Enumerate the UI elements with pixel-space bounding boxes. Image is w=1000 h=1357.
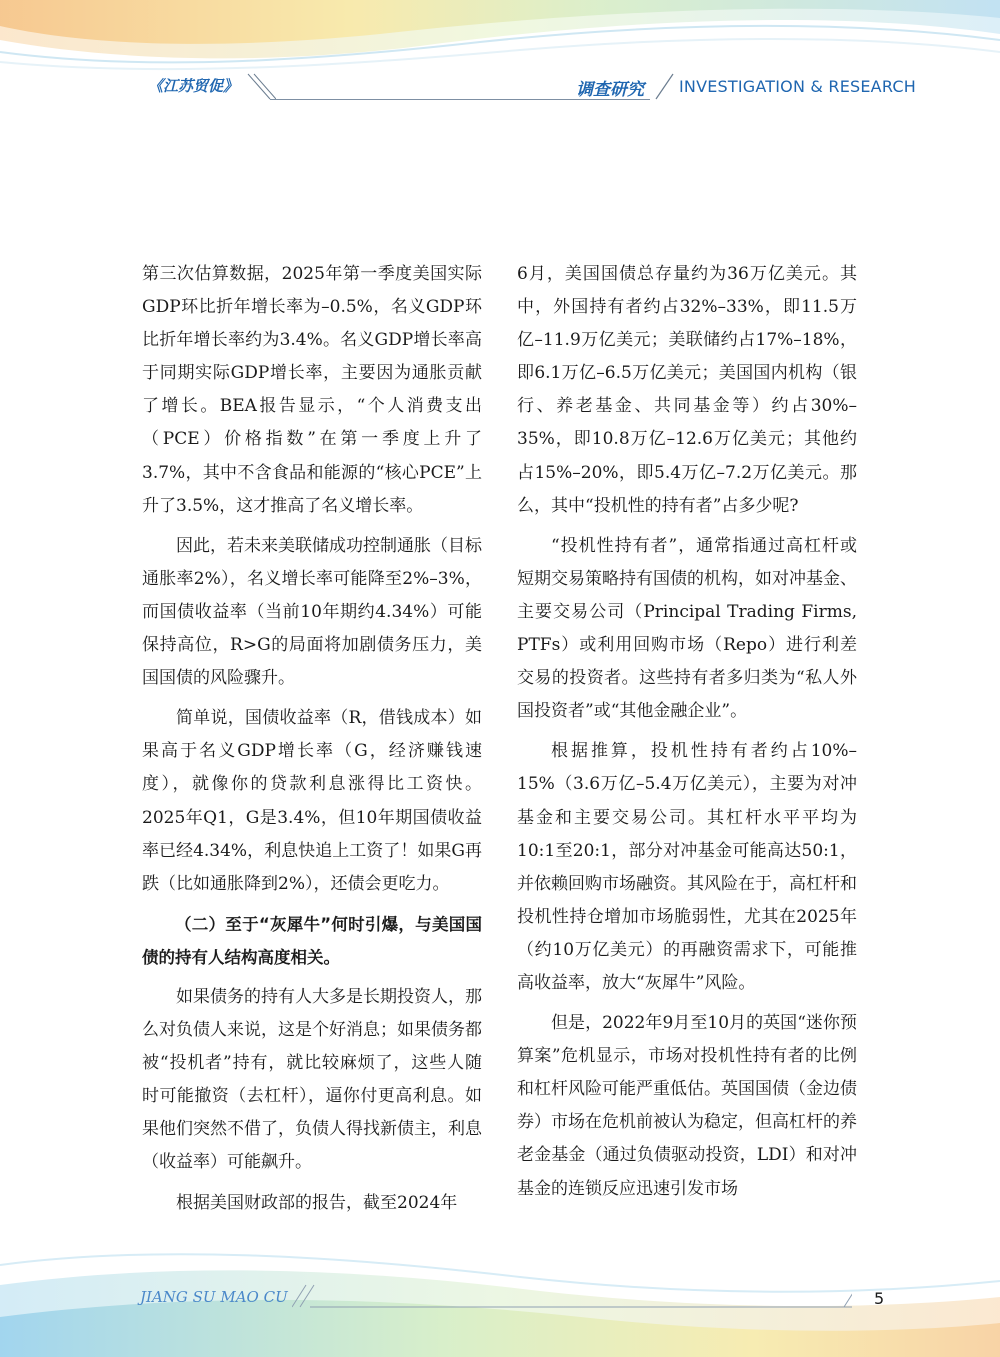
section-title: 调查研究 [576,80,644,100]
header-divider-slash [653,72,675,100]
journal-title: 《江苏贸促》 [148,77,239,95]
paragraph: 如果债务的持有人大多是长期投资人，那么对负债人来说，这是个好消息；如果债务都被“投机者”持有，就比较麻烦了，这些人随时可能撤资（去杠杆），逼你付更高利息。如果他们突然不借了，负债人得找新债主，利息（收益率）可能飙升。 [142,986,482,1173]
section-title-en: INVESTIGATION & RESEARCH [679,77,916,96]
footer-slash-lines [292,1284,852,1308]
paragraph: 根据推算，投机性持有者约占10%–15%（3.6万亿–5.4万亿美元），主要为对冲基金和主要交易公司。其杠杆水平平均为10:1至20:1，部分对冲基金可能高达50:1，并依赖回购市场融资。其风险在于，高杠杆和投机性持仓增加市场脆弱性，尤其在2025年（约10万亿美元）的再融资需求下，可能推高收益率，放大“灰犀牛”风险。 [517,741,857,993]
footer-journal-name: JIANG SU MAO CU [140,1288,288,1306]
paragraph: 因此，若未来美联储成功控制通胀（目标通胀率2%），名义增长率可能降至2%–3%，而国债收益率（当前10年期约4.34%）可能保持高位，R>G的局面将加剧债务压力，美国国债的风险骤升。 [142,535,482,689]
paragraph: 简单说，国债收益率（R，借钱成本）如果高于名义GDP增长率（G，经济赚钱速度），就像你的贷款利息涨得比工资快。2025年Q1，G是3.4%，但10年期国债收益率已经4.34%，利息快追上工资了！如果G再跌（比如通胀降到2%），还债会更吃力。 [142,708,482,894]
paragraph: “投机性持有者”，通常指通过高杠杆或短期交易策略持有国债的机构，如对冲基金、主要交易公司（Principal Trading Firms, PTFs）或利用回购市场（Repo）进行利差交易的投资者。这些持有者多归类为“私人外国投资者”或“其他金融企业”。 [517,535,857,722]
right-column [517,258,857,1213]
page-number: 5 [874,1289,885,1308]
paragraph: 第三次估算数据，2025年第一季度美国实际GDP环比折年增长率为–0.5%，名义GDP环比折年增长率约为3.4%。名义GDP增长率高于同期实际GDP增长率，主要因为通胀贡献了增长。BEA报告显示，“个人消费支出（PCE）价格指数”在第一季度上升了3.7%，其中不含食品和能源的“核心PCE”上升了3.5%，这才推高了名义增长率。 [142,264,482,516]
left-column [142,258,482,1227]
paragraph: 但是，2022年9月至10月的英国“迷你预算案”危机显示，市场对投机性持有者的比例和杠杆风险可能严重低估。英国国债（金边债券）市场在危机前被认为稳定，但高杠杆的养老金基金（通过负债驱动投资，LDI）和对冲基金的连锁反应迅速引发市场 [517,1013,857,1199]
paragraph: 6月，美国国债总存量约为36万亿美元。其中，外国持有者约占32%–33%，即11.5万亿–11.9万亿美元；美联储约占17%–18%，即6.1万亿–6.5万亿美元；美国国内机构（银行、养老基金、共同基金等）约占30%–35%，即10.8万亿–12.6万亿美元；其他约占15%–20%，即5.4万亿–7.2万亿美元。那么，其中“投机性的持有者”占多少呢? [517,264,857,516]
paragraph: 根据美国财政部的报告，截至2024年 [176,1192,458,1213]
header-slash-lines [246,72,276,100]
subheading: （二）至于“灰犀牛”何时引爆，与美国国债的持有人结构高度相关。 [142,914,482,967]
top-decorative-wave [0,0,1000,80]
